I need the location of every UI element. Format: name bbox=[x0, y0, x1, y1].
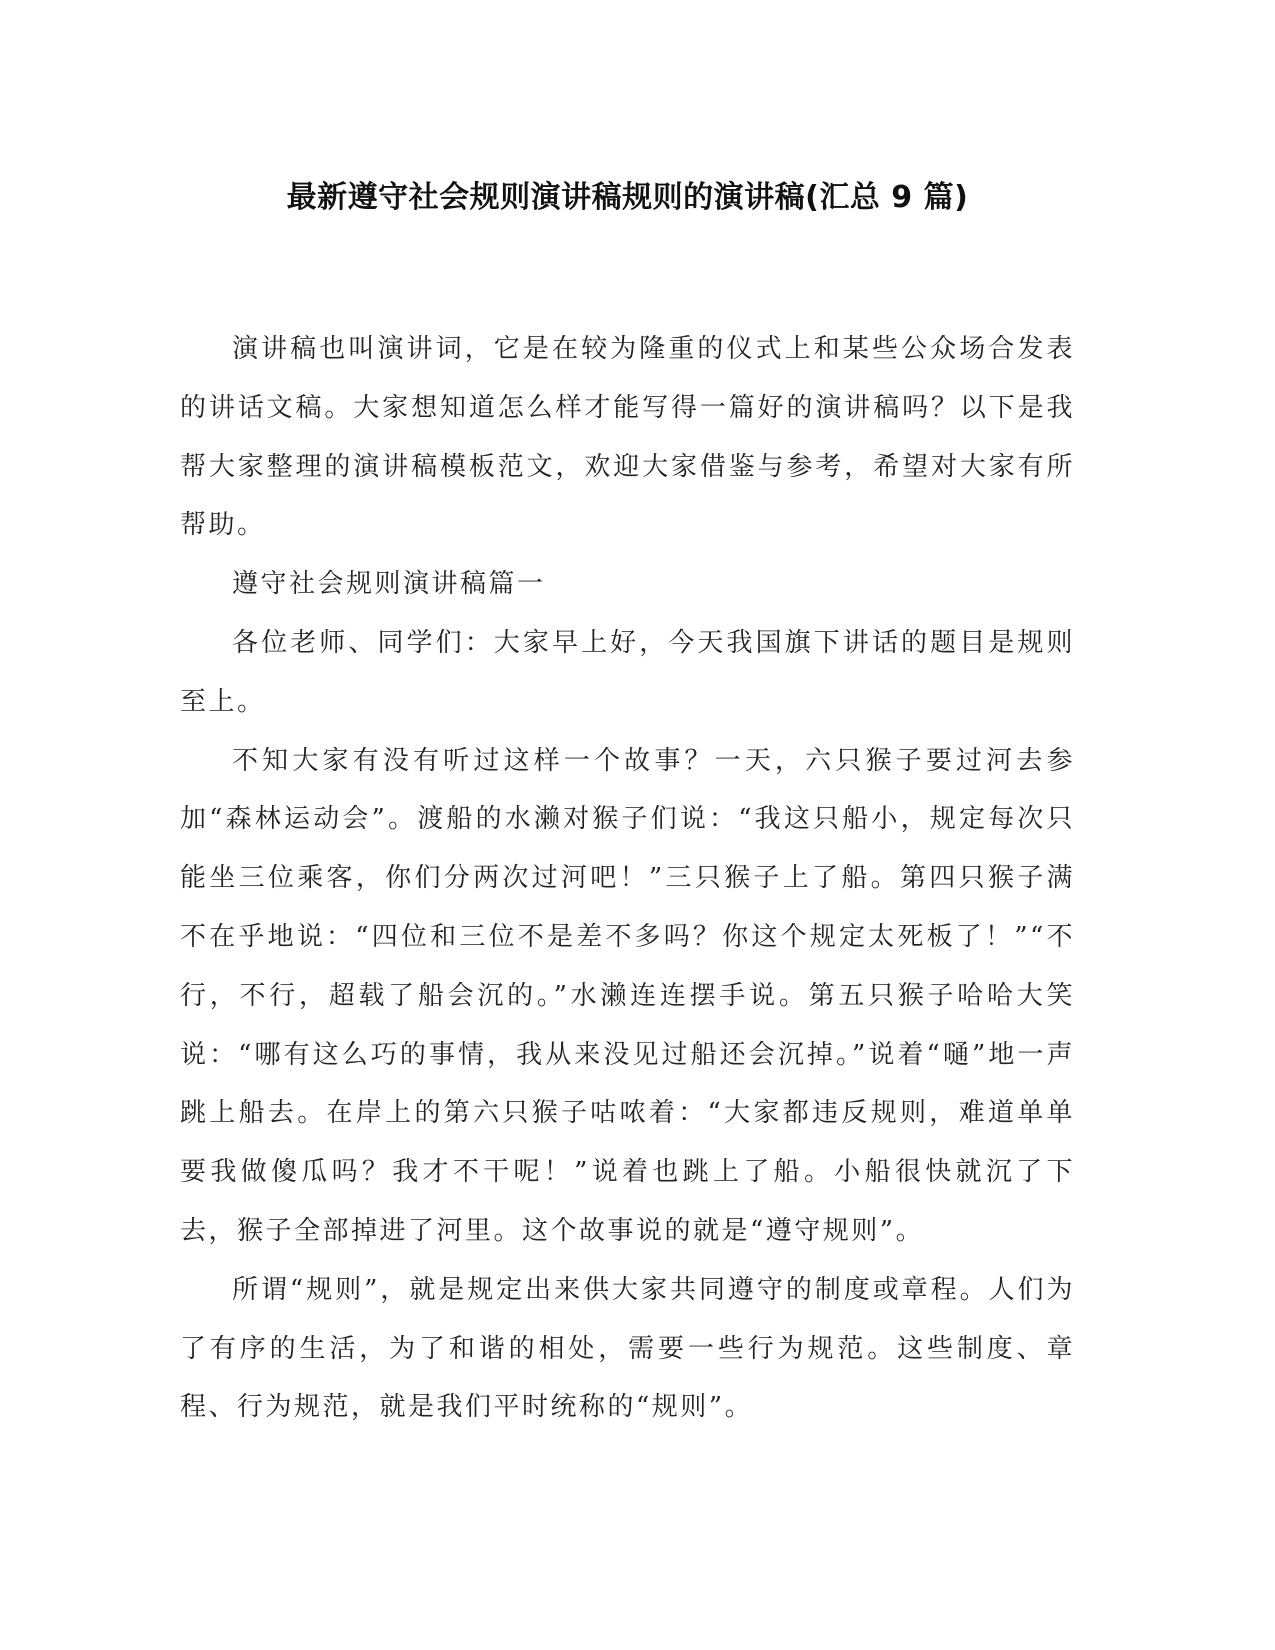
section-heading: 遵守社会规则演讲稿篇一 bbox=[232, 569, 546, 600]
intro-paragraph: 演讲稿也叫演讲词，它是在较为隆重的仪式上和某些公众场合发表的讲话文稿。大家想知道怎么样才能写得一篇好的演讲稿吗？以下是我帮大家整理的演讲稿模板范文，欢迎大家借鉴与参考，希望对大家有所帮助。 bbox=[180, 334, 1075, 541]
document-title: 最新遵守社会规则演讲稿规则的演讲稿(汇总 9 篇) bbox=[286, 180, 969, 215]
definition-paragraph: 所谓“规则”，就是规定出来供大家共同遵守的制度或章程。人们为了有序的生活，为了和谐的相处，需要一些行为规范。这些制度、章程、行为规范，就是我们平时统称的“规则”。 bbox=[180, 1274, 1075, 1423]
document-body bbox=[180, 320, 1075, 1437]
story-paragraph: 不知大家有没有听过这样一个故事？一天，六只猴子要过河去参加“森林运动会”。渡船的水濑对猴子们说：“我这只船小，规定每次只能坐三位乘客，你们分两次过河吧！”三只猴子上了船。第四只猴子满不在乎地说：“四位和三位不是差不多吗？你这个规定太死板了！”“不行，不行，超载了船会沉的。”水濑连连摆手说。第五只猴子哈哈大笑说：“哪有这么巧的事情，我从来没见过船还会沉掉。”说着“嗵”地一声跳上船去。在岸上的第六只猴子咕哝着：“大家都违反规则，难道单单要我做傻瓜吗？我才不干呢！”说着也跳上了船。小船很快就沉了下去，猴子全部掉进了河里。这个故事说的就是“遵守规则”。 bbox=[180, 745, 1075, 1246]
greeting-paragraph: 各位老师、同学们：大家早上好，今天我国旗下讲话的题目是规则至上。 bbox=[180, 627, 1075, 717]
